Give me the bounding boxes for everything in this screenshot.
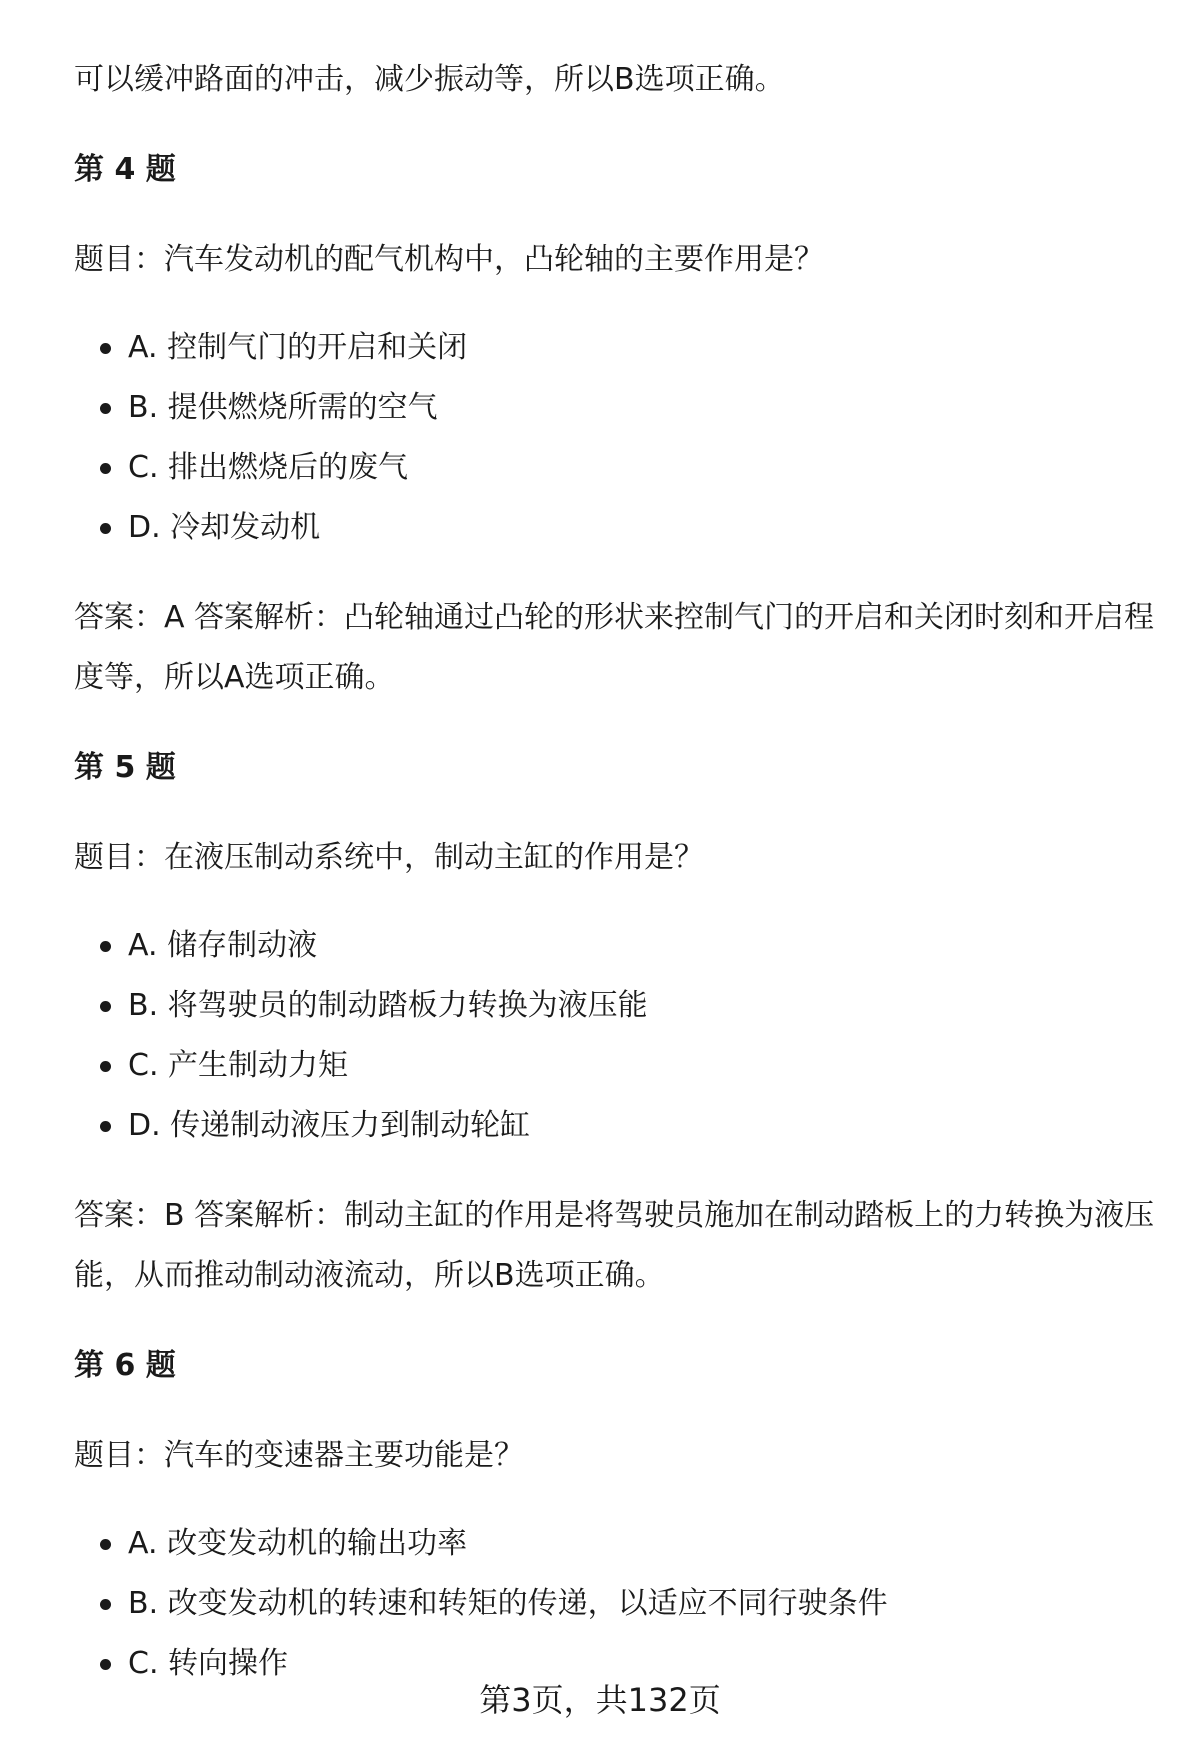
bullet-icon (100, 403, 111, 414)
q5-option-a-text: A. 储存制动液 (128, 928, 318, 963)
q6-option-b (74, 1574, 888, 1634)
bullet-icon (100, 343, 111, 354)
bullet-icon (100, 1659, 111, 1670)
bullet-icon (100, 1599, 111, 1610)
q5-options (74, 916, 648, 1156)
q5-option-c-text: C. 产生制动力矩 (128, 1048, 349, 1083)
q4-option-a-text: A. 控制气门的开启和关闭 (128, 330, 468, 365)
q5-answer-line1: 答案：B 答案解析：制动主缸的作用是将驾驶员施加在制动踏板上的力转换为液压 (74, 1198, 1155, 1233)
q4-option-d (74, 498, 467, 558)
bullet-icon (100, 523, 111, 534)
q4-option-c (74, 438, 467, 498)
q5-option-d (74, 1096, 648, 1156)
q5-option-c (74, 1036, 648, 1096)
intro-tail-text: 可以缓冲路面的冲击，减少振动等，所以B选项正确。 (74, 62, 785, 97)
bullet-icon (100, 463, 111, 474)
q4-question: 题目：汽车发动机的配气机构中，凸轮轴的主要作用是？ (74, 242, 824, 277)
q6-heading: 第 6 题 (74, 1348, 176, 1383)
q6-options (74, 1514, 888, 1694)
q5-heading: 第 5 题 (74, 750, 176, 785)
bullet-icon (100, 1061, 111, 1072)
q4-option-c-text: C. 排出燃烧后的废气 (128, 450, 409, 485)
q5-question: 题目：在液压制动系统中，制动主缸的作用是？ (74, 840, 704, 875)
q5-option-b-text: B. 将驾驶员的制动踏板力转换为液压能 (128, 988, 648, 1023)
q4-answer-line1: 答案：A 答案解析：凸轮轴通过凸轮的形状来控制气门的开启和关闭时刻和开启程 (74, 600, 1155, 635)
q5-option-a (74, 916, 648, 976)
q6-question: 题目：汽车的变速器主要功能是？ (74, 1438, 524, 1473)
q6-option-a-text: A. 改变发动机的输出功率 (128, 1526, 468, 1561)
q6-option-c-text: C. 转向操作 (128, 1646, 289, 1681)
bullet-icon (100, 1001, 111, 1012)
q4-option-a (74, 318, 467, 378)
page-number-footer: 第3页，共132页 (479, 1681, 721, 1719)
q4-option-d-text: D. 冷却发动机 (128, 510, 321, 545)
q4-option-b-text: B. 提供燃烧所需的空气 (128, 390, 438, 425)
q6-option-a (74, 1514, 888, 1574)
bullet-icon (100, 1121, 111, 1132)
bullet-icon (100, 1539, 111, 1550)
q4-answer-line2: 度等，所以A选项正确。 (74, 660, 395, 695)
q5-answer-line2: 能，从而推动制动液流动，所以B选项正确。 (74, 1258, 665, 1293)
q5-option-d-text: D. 传递制动液压力到制动轮缸 (128, 1108, 531, 1143)
q4-heading: 第 4 题 (74, 152, 176, 187)
bullet-icon (100, 941, 111, 952)
q6-option-b-text: B. 改变发动机的转速和转矩的传递，以适应不同行驶条件 (128, 1586, 888, 1621)
q4-option-b (74, 378, 467, 438)
q4-options (74, 318, 467, 558)
q5-option-b (74, 976, 648, 1036)
